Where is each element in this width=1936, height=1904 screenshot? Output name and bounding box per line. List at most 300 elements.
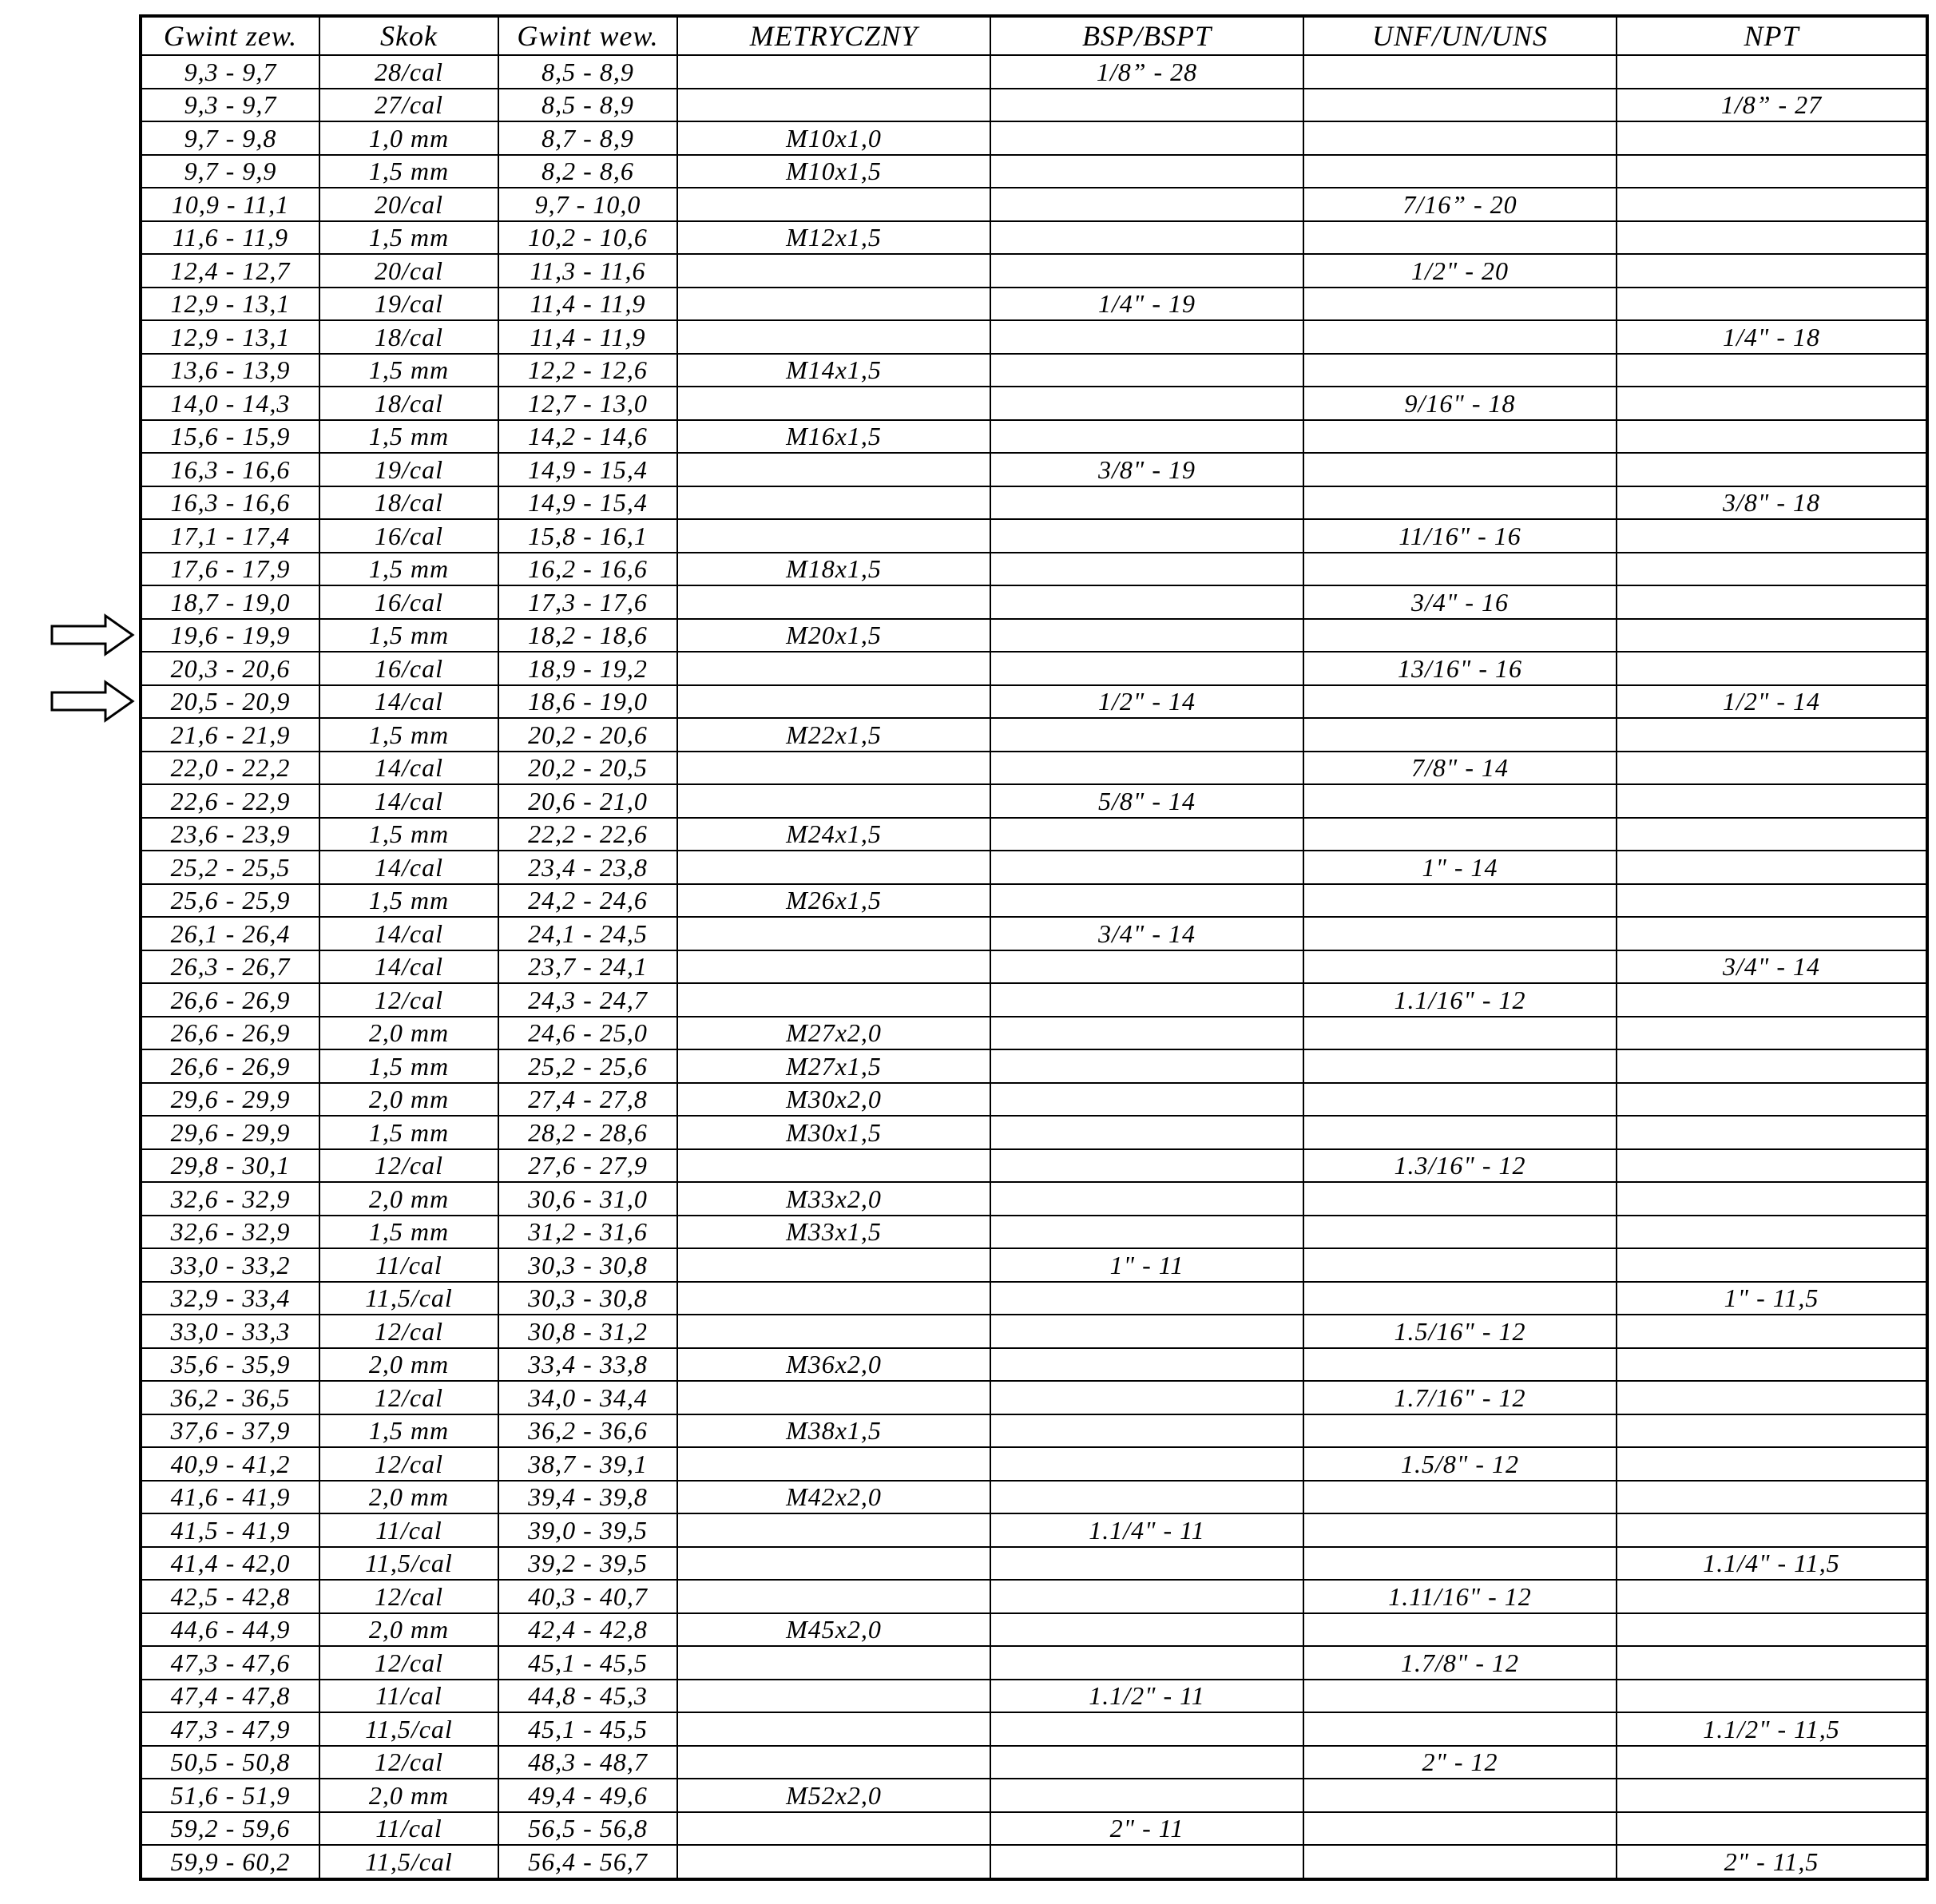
cell-npt bbox=[1617, 652, 1927, 685]
cell-external-thread: 29,8 - 30,1 bbox=[141, 1149, 319, 1183]
cell-external-thread: 12,4 - 12,7 bbox=[141, 254, 319, 288]
cell-bsp bbox=[990, 1216, 1303, 1249]
cell-external-thread: 41,4 - 42,0 bbox=[141, 1547, 319, 1581]
cell-metric bbox=[677, 55, 990, 89]
cell-unf bbox=[1303, 1779, 1617, 1812]
cell-pitch: 1,5 mm bbox=[319, 718, 498, 752]
table-row bbox=[141, 1746, 1927, 1779]
cell-external-thread: 42,5 - 42,8 bbox=[141, 1580, 319, 1613]
cell-unf: 7/8" - 14 bbox=[1303, 752, 1617, 785]
table-row bbox=[141, 1812, 1927, 1846]
cell-internal-thread: 20,6 - 21,0 bbox=[498, 784, 677, 818]
cell-bsp bbox=[990, 519, 1303, 553]
cell-internal-thread: 36,2 - 36,6 bbox=[498, 1414, 677, 1448]
cell-metric bbox=[677, 1149, 990, 1183]
cell-internal-thread: 14,9 - 15,4 bbox=[498, 486, 677, 520]
right-arrow-outline-icon bbox=[50, 613, 136, 656]
cell-metric: M24x1,5 bbox=[677, 818, 990, 851]
cell-metric bbox=[677, 188, 990, 221]
cell-metric bbox=[677, 1712, 990, 1746]
cell-external-thread: 9,7 - 9,8 bbox=[141, 121, 319, 155]
table-row bbox=[141, 155, 1927, 188]
table-row bbox=[141, 1712, 1927, 1746]
cell-npt bbox=[1617, 1613, 1927, 1647]
cell-npt bbox=[1617, 1149, 1927, 1183]
cell-unf bbox=[1303, 1282, 1617, 1315]
cell-metric: M33x1,5 bbox=[677, 1216, 990, 1249]
cell-internal-thread: 56,5 - 56,8 bbox=[498, 1812, 677, 1846]
header-npt: NPT bbox=[1617, 16, 1927, 55]
cell-metric bbox=[677, 1447, 990, 1481]
cell-metric bbox=[677, 519, 990, 553]
cell-bsp bbox=[990, 221, 1303, 255]
cell-unf bbox=[1303, 1547, 1617, 1581]
cell-npt: 1.1/4" - 11,5 bbox=[1617, 1547, 1927, 1581]
cell-bsp bbox=[990, 1049, 1303, 1083]
cell-internal-thread: 27,4 - 27,8 bbox=[498, 1083, 677, 1117]
cell-npt bbox=[1617, 1116, 1927, 1149]
cell-bsp bbox=[990, 89, 1303, 122]
cell-unf bbox=[1303, 1513, 1617, 1547]
cell-unf bbox=[1303, 685, 1617, 719]
cell-pitch: 2,0 mm bbox=[319, 1182, 498, 1216]
cell-unf bbox=[1303, 55, 1617, 89]
cell-unf bbox=[1303, 1712, 1617, 1746]
cell-bsp bbox=[990, 1182, 1303, 1216]
table-row bbox=[141, 1680, 1927, 1713]
cell-bsp: 5/8" - 14 bbox=[990, 784, 1303, 818]
table-row bbox=[141, 1083, 1927, 1117]
cell-pitch: 1,0 mm bbox=[319, 121, 498, 155]
cell-bsp bbox=[990, 1845, 1303, 1879]
cell-metric bbox=[677, 1812, 990, 1846]
cell-pitch: 14/cal bbox=[319, 851, 498, 884]
table-row bbox=[141, 983, 1927, 1017]
cell-npt bbox=[1617, 851, 1927, 884]
cell-external-thread: 17,6 - 17,9 bbox=[141, 553, 319, 586]
cell-internal-thread: 14,2 - 14,6 bbox=[498, 420, 677, 454]
table-row bbox=[141, 1149, 1927, 1183]
cell-unf bbox=[1303, 784, 1617, 818]
cell-npt: 3/4" - 14 bbox=[1617, 950, 1927, 984]
cell-external-thread: 29,6 - 29,9 bbox=[141, 1116, 319, 1149]
cell-bsp bbox=[990, 950, 1303, 984]
cell-unf: 1.3/16" - 12 bbox=[1303, 1149, 1617, 1183]
cell-external-thread: 9,3 - 9,7 bbox=[141, 55, 319, 89]
cell-external-thread: 32,9 - 33,4 bbox=[141, 1282, 319, 1315]
cell-unf: 2" - 12 bbox=[1303, 1746, 1617, 1779]
table-row bbox=[141, 1447, 1927, 1481]
cell-external-thread: 22,0 - 22,2 bbox=[141, 752, 319, 785]
table-row bbox=[141, 486, 1927, 520]
cell-pitch: 1,5 mm bbox=[319, 1414, 498, 1448]
cell-external-thread: 26,1 - 26,4 bbox=[141, 917, 319, 950]
header-pitch: Skok bbox=[319, 16, 498, 55]
cell-unf bbox=[1303, 121, 1617, 155]
cell-unf bbox=[1303, 1812, 1617, 1846]
cell-metric: M27x1,5 bbox=[677, 1049, 990, 1083]
cell-unf bbox=[1303, 1049, 1617, 1083]
cell-internal-thread: 24,6 - 25,0 bbox=[498, 1017, 677, 1050]
cell-internal-thread: 39,0 - 39,5 bbox=[498, 1513, 677, 1547]
table-row bbox=[141, 1248, 1927, 1282]
cell-internal-thread: 8,7 - 8,9 bbox=[498, 121, 677, 155]
cell-internal-thread: 48,3 - 48,7 bbox=[498, 1746, 677, 1779]
cell-bsp bbox=[990, 1447, 1303, 1481]
header-internal-thread: Gwint wew. bbox=[498, 16, 677, 55]
cell-internal-thread: 56,4 - 56,7 bbox=[498, 1845, 677, 1879]
cell-internal-thread: 18,6 - 19,0 bbox=[498, 685, 677, 719]
cell-unf bbox=[1303, 221, 1617, 255]
cell-unf bbox=[1303, 917, 1617, 950]
table-row bbox=[141, 121, 1927, 155]
cell-internal-thread: 39,4 - 39,8 bbox=[498, 1481, 677, 1514]
cell-external-thread: 26,6 - 26,9 bbox=[141, 1017, 319, 1050]
cell-internal-thread: 39,2 - 39,5 bbox=[498, 1547, 677, 1581]
cell-metric: M52x2,0 bbox=[677, 1779, 990, 1812]
cell-internal-thread: 25,2 - 25,6 bbox=[498, 1049, 677, 1083]
cell-metric bbox=[677, 1845, 990, 1879]
cell-unf: 1.7/16" - 12 bbox=[1303, 1381, 1617, 1414]
cell-npt bbox=[1617, 1248, 1927, 1282]
cell-internal-thread: 31,2 - 31,6 bbox=[498, 1216, 677, 1249]
cell-external-thread: 25,2 - 25,5 bbox=[141, 851, 319, 884]
cell-internal-thread: 12,2 - 12,6 bbox=[498, 354, 677, 387]
cell-metric bbox=[677, 1547, 990, 1581]
cell-unf bbox=[1303, 1348, 1617, 1382]
cell-pitch: 11,5/cal bbox=[319, 1712, 498, 1746]
cell-unf bbox=[1303, 1845, 1617, 1879]
table-row bbox=[141, 188, 1927, 221]
cell-metric bbox=[677, 1315, 990, 1348]
cell-pitch: 1,5 mm bbox=[319, 1116, 498, 1149]
cell-bsp bbox=[990, 553, 1303, 586]
cell-npt bbox=[1617, 1216, 1927, 1249]
cell-npt: 2" - 11,5 bbox=[1617, 1845, 1927, 1879]
cell-bsp bbox=[990, 1646, 1303, 1680]
table-row bbox=[141, 453, 1927, 486]
cell-bsp bbox=[990, 718, 1303, 752]
cell-npt bbox=[1617, 917, 1927, 950]
cell-metric bbox=[677, 685, 990, 719]
cell-unf bbox=[1303, 1680, 1617, 1713]
cell-metric bbox=[677, 1580, 990, 1613]
cell-metric: M36x2,0 bbox=[677, 1348, 990, 1382]
cell-bsp bbox=[990, 884, 1303, 918]
cell-bsp bbox=[990, 1116, 1303, 1149]
header-unf: UNF/UN/UNS bbox=[1303, 16, 1617, 55]
cell-external-thread: 15,6 - 15,9 bbox=[141, 420, 319, 454]
cell-pitch: 27/cal bbox=[319, 89, 498, 122]
cell-unf bbox=[1303, 155, 1617, 188]
cell-pitch: 11/cal bbox=[319, 1513, 498, 1547]
cell-bsp: 1/4" - 19 bbox=[990, 288, 1303, 321]
cell-bsp bbox=[990, 1779, 1303, 1812]
cell-internal-thread: 11,4 - 11,9 bbox=[498, 288, 677, 321]
table-row bbox=[141, 320, 1927, 354]
cell-internal-thread: 38,7 - 39,1 bbox=[498, 1447, 677, 1481]
cell-pitch: 12/cal bbox=[319, 1646, 498, 1680]
cell-bsp: 1.1/2" - 11 bbox=[990, 1680, 1303, 1713]
table-row bbox=[141, 1481, 1927, 1514]
cell-metric bbox=[677, 1282, 990, 1315]
table-row bbox=[141, 1216, 1927, 1249]
cell-unf bbox=[1303, 553, 1617, 586]
table-row bbox=[141, 784, 1927, 818]
cell-pitch: 2,0 mm bbox=[319, 1613, 498, 1647]
cell-internal-thread: 28,2 - 28,6 bbox=[498, 1116, 677, 1149]
cell-unf bbox=[1303, 1481, 1617, 1514]
cell-metric bbox=[677, 1746, 990, 1779]
cell-pitch: 11/cal bbox=[319, 1812, 498, 1846]
cell-npt bbox=[1617, 55, 1927, 89]
table-row bbox=[141, 420, 1927, 454]
cell-unf bbox=[1303, 320, 1617, 354]
cell-bsp bbox=[990, 1481, 1303, 1514]
cell-pitch: 18/cal bbox=[319, 387, 498, 420]
cell-npt bbox=[1617, 1348, 1927, 1382]
table-row bbox=[141, 55, 1927, 89]
cell-external-thread: 26,6 - 26,9 bbox=[141, 1049, 319, 1083]
cell-internal-thread: 20,2 - 20,5 bbox=[498, 752, 677, 785]
cell-npt bbox=[1617, 1017, 1927, 1050]
cell-pitch: 14/cal bbox=[319, 685, 498, 719]
cell-bsp bbox=[990, 354, 1303, 387]
cell-unf bbox=[1303, 1083, 1617, 1117]
table-row bbox=[141, 1348, 1927, 1382]
cell-unf: 1/2" - 20 bbox=[1303, 254, 1617, 288]
cell-npt: 1/8” - 27 bbox=[1617, 89, 1927, 122]
cell-metric: M38x1,5 bbox=[677, 1414, 990, 1448]
cell-bsp: 2" - 11 bbox=[990, 1812, 1303, 1846]
cell-pitch: 14/cal bbox=[319, 784, 498, 818]
cell-pitch: 18/cal bbox=[319, 320, 498, 354]
cell-bsp: 1/8” - 28 bbox=[990, 55, 1303, 89]
cell-npt bbox=[1617, 619, 1927, 653]
cell-npt bbox=[1617, 1182, 1927, 1216]
cell-external-thread: 47,3 - 47,9 bbox=[141, 1712, 319, 1746]
cell-unf: 1" - 14 bbox=[1303, 851, 1617, 884]
cell-npt bbox=[1617, 354, 1927, 387]
cell-pitch: 20/cal bbox=[319, 188, 498, 221]
cell-npt bbox=[1617, 420, 1927, 454]
cell-internal-thread: 24,1 - 24,5 bbox=[498, 917, 677, 950]
cell-bsp bbox=[990, 1414, 1303, 1448]
cell-bsp: 1/2" - 14 bbox=[990, 685, 1303, 719]
cell-pitch: 11,5/cal bbox=[319, 1547, 498, 1581]
cell-metric: M16x1,5 bbox=[677, 420, 990, 454]
cell-external-thread: 16,3 - 16,6 bbox=[141, 453, 319, 486]
table-row bbox=[141, 685, 1927, 719]
table-row bbox=[141, 851, 1927, 884]
cell-npt: 1" - 11,5 bbox=[1617, 1282, 1927, 1315]
cell-npt bbox=[1617, 519, 1927, 553]
cell-pitch: 16/cal bbox=[319, 652, 498, 685]
cell-external-thread: 32,6 - 32,9 bbox=[141, 1182, 319, 1216]
cell-metric bbox=[677, 1680, 990, 1713]
cell-pitch: 11/cal bbox=[319, 1248, 498, 1282]
cell-npt bbox=[1617, 221, 1927, 255]
cell-pitch: 1,5 mm bbox=[319, 1049, 498, 1083]
cell-bsp bbox=[990, 818, 1303, 851]
cell-internal-thread: 20,2 - 20,6 bbox=[498, 718, 677, 752]
cell-internal-thread: 16,2 - 16,6 bbox=[498, 553, 677, 586]
cell-metric: M45x2,0 bbox=[677, 1613, 990, 1647]
cell-external-thread: 10,9 - 11,1 bbox=[141, 188, 319, 221]
cell-metric: M42x2,0 bbox=[677, 1481, 990, 1514]
cell-npt bbox=[1617, 585, 1927, 619]
table-row bbox=[141, 89, 1927, 122]
cell-bsp bbox=[990, 1083, 1303, 1117]
cell-npt bbox=[1617, 1315, 1927, 1348]
cell-bsp bbox=[990, 752, 1303, 785]
cell-internal-thread: 11,4 - 11,9 bbox=[498, 320, 677, 354]
cell-metric bbox=[677, 288, 990, 321]
cell-npt bbox=[1617, 1646, 1927, 1680]
cell-bsp bbox=[990, 619, 1303, 653]
cell-npt bbox=[1617, 983, 1927, 1017]
cell-bsp bbox=[990, 1580, 1303, 1613]
cell-unf: 13/16" - 16 bbox=[1303, 652, 1617, 685]
table-row bbox=[141, 1049, 1927, 1083]
cell-metric: M26x1,5 bbox=[677, 884, 990, 918]
cell-metric bbox=[677, 752, 990, 785]
cell-metric: M33x2,0 bbox=[677, 1182, 990, 1216]
cell-npt bbox=[1617, 1414, 1927, 1448]
cell-internal-thread: 9,7 - 10,0 bbox=[498, 188, 677, 221]
cell-pitch: 1,5 mm bbox=[319, 619, 498, 653]
cell-pitch: 12/cal bbox=[319, 1149, 498, 1183]
cell-unf bbox=[1303, 354, 1617, 387]
cell-unf bbox=[1303, 818, 1617, 851]
cell-external-thread: 26,3 - 26,7 bbox=[141, 950, 319, 984]
table-row bbox=[141, 1580, 1927, 1613]
table-row bbox=[141, 1845, 1927, 1879]
cell-metric bbox=[677, 917, 990, 950]
cell-external-thread: 13,6 - 13,9 bbox=[141, 354, 319, 387]
cell-pitch: 1,5 mm bbox=[319, 354, 498, 387]
cell-npt bbox=[1617, 1580, 1927, 1613]
cell-npt bbox=[1617, 818, 1927, 851]
cell-pitch: 1,5 mm bbox=[319, 884, 498, 918]
cell-pitch: 12/cal bbox=[319, 1315, 498, 1348]
cell-internal-thread: 17,3 - 17,6 bbox=[498, 585, 677, 619]
cell-external-thread: 51,6 - 51,9 bbox=[141, 1779, 319, 1812]
cell-external-thread: 47,4 - 47,8 bbox=[141, 1680, 319, 1713]
cell-internal-thread: 18,2 - 18,6 bbox=[498, 619, 677, 653]
cell-pitch: 14/cal bbox=[319, 950, 498, 984]
cell-metric bbox=[677, 1381, 990, 1414]
cell-external-thread: 21,6 - 21,9 bbox=[141, 718, 319, 752]
cell-bsp bbox=[990, 983, 1303, 1017]
cell-bsp: 1.1/4" - 11 bbox=[990, 1513, 1303, 1547]
cell-external-thread: 36,2 - 36,5 bbox=[141, 1381, 319, 1414]
cell-npt bbox=[1617, 387, 1927, 420]
cell-external-thread: 47,3 - 47,6 bbox=[141, 1646, 319, 1680]
table-row bbox=[141, 519, 1927, 553]
cell-unf bbox=[1303, 486, 1617, 520]
table-row bbox=[141, 652, 1927, 685]
table-row bbox=[141, 917, 1927, 950]
cell-pitch: 1,5 mm bbox=[319, 1216, 498, 1249]
cell-metric: M30x2,0 bbox=[677, 1083, 990, 1117]
cell-internal-thread: 27,6 - 27,9 bbox=[498, 1149, 677, 1183]
table-row bbox=[141, 254, 1927, 288]
cell-metric bbox=[677, 1248, 990, 1282]
cell-npt: 1.1/2" - 11,5 bbox=[1617, 1712, 1927, 1746]
cell-pitch: 2,0 mm bbox=[319, 1083, 498, 1117]
cell-npt bbox=[1617, 155, 1927, 188]
cell-internal-thread: 33,4 - 33,8 bbox=[498, 1348, 677, 1382]
cell-pitch: 11,5/cal bbox=[319, 1282, 498, 1315]
cell-pitch: 2,0 mm bbox=[319, 1348, 498, 1382]
cell-pitch: 2,0 mm bbox=[319, 1017, 498, 1050]
cell-pitch: 2,0 mm bbox=[319, 1481, 498, 1514]
cell-external-thread: 41,6 - 41,9 bbox=[141, 1481, 319, 1514]
cell-internal-thread: 45,1 - 45,5 bbox=[498, 1646, 677, 1680]
cell-pitch: 12/cal bbox=[319, 1746, 498, 1779]
cell-npt bbox=[1617, 188, 1927, 221]
cell-pitch: 1,5 mm bbox=[319, 420, 498, 454]
cell-metric bbox=[677, 950, 990, 984]
cell-pitch: 20/cal bbox=[319, 254, 498, 288]
cell-pitch: 12/cal bbox=[319, 1381, 498, 1414]
header-metric: METRYCZNY bbox=[677, 16, 990, 55]
cell-external-thread: 26,6 - 26,9 bbox=[141, 983, 319, 1017]
cell-pitch: 28/cal bbox=[319, 55, 498, 89]
cell-pitch: 18/cal bbox=[319, 486, 498, 520]
cell-internal-thread: 8,5 - 8,9 bbox=[498, 55, 677, 89]
cell-external-thread: 40,9 - 41,2 bbox=[141, 1447, 319, 1481]
table-row bbox=[141, 718, 1927, 752]
table-row bbox=[141, 1116, 1927, 1149]
table-row bbox=[141, 1613, 1927, 1647]
cell-unf bbox=[1303, 884, 1617, 918]
cell-pitch: 19/cal bbox=[319, 288, 498, 321]
cell-metric bbox=[677, 1513, 990, 1547]
cell-bsp: 1" - 11 bbox=[990, 1248, 1303, 1282]
table-row bbox=[141, 387, 1927, 420]
cell-bsp: 3/4" - 14 bbox=[990, 917, 1303, 950]
cell-unf: 1.1/16" - 12 bbox=[1303, 983, 1617, 1017]
cell-pitch: 1,5 mm bbox=[319, 818, 498, 851]
cell-npt bbox=[1617, 1779, 1927, 1812]
cell-unf bbox=[1303, 1116, 1617, 1149]
cell-internal-thread: 23,4 - 23,8 bbox=[498, 851, 677, 884]
cell-internal-thread: 22,2 - 22,6 bbox=[498, 818, 677, 851]
table-row bbox=[141, 1414, 1927, 1448]
cell-metric bbox=[677, 453, 990, 486]
cell-metric bbox=[677, 851, 990, 884]
cell-internal-thread: 8,5 - 8,9 bbox=[498, 89, 677, 122]
cell-internal-thread: 34,0 - 34,4 bbox=[498, 1381, 677, 1414]
cell-external-thread: 20,5 - 20,9 bbox=[141, 685, 319, 719]
cell-npt bbox=[1617, 288, 1927, 321]
table-row bbox=[141, 1547, 1927, 1581]
cell-unf: 3/4" - 16 bbox=[1303, 585, 1617, 619]
cell-npt bbox=[1617, 784, 1927, 818]
cell-external-thread: 59,2 - 59,6 bbox=[141, 1812, 319, 1846]
cell-unf bbox=[1303, 1613, 1617, 1647]
cell-npt: 3/8" - 18 bbox=[1617, 486, 1927, 520]
cell-metric bbox=[677, 320, 990, 354]
cell-metric bbox=[677, 1646, 990, 1680]
table-row bbox=[141, 619, 1927, 653]
cell-metric: M27x2,0 bbox=[677, 1017, 990, 1050]
cell-unf bbox=[1303, 1414, 1617, 1448]
cell-bsp bbox=[990, 320, 1303, 354]
cell-internal-thread: 18,9 - 19,2 bbox=[498, 652, 677, 685]
